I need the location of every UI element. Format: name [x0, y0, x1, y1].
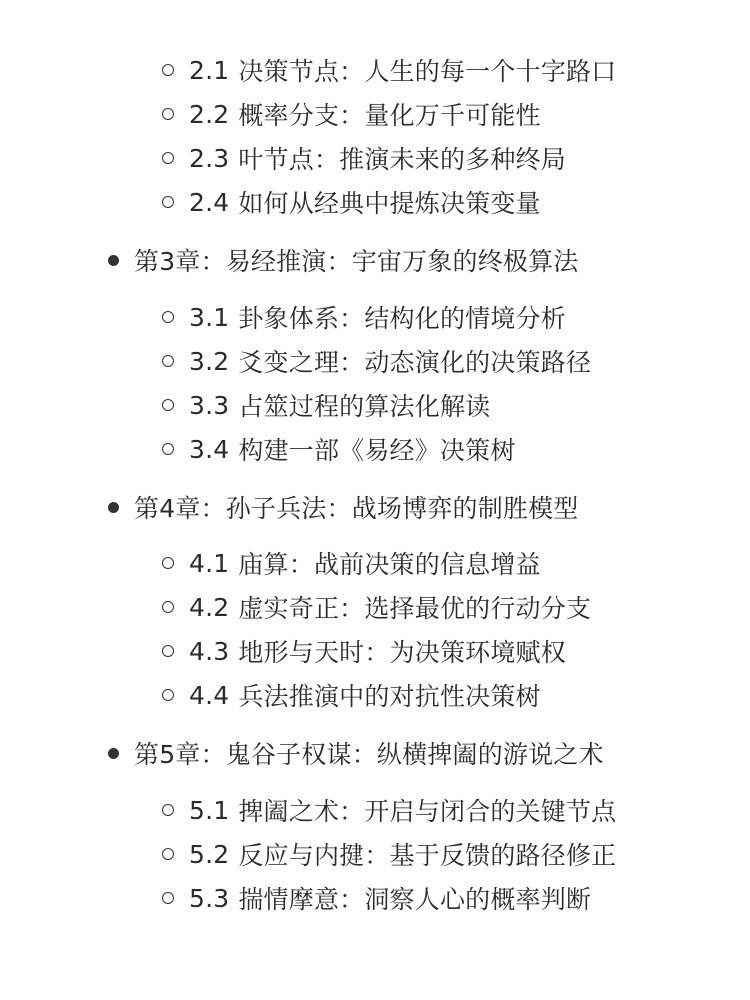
subitem-title: 反应与内揵：基于反馈的路径修正 [238, 841, 617, 870]
toc-chapter [108, 487, 579, 527]
subitem-title: 决策节点：人生的每一个十字路口 [238, 57, 617, 86]
chapter-title: 第5章：鬼谷子权谋：纵横捭阖的游说之术 [134, 740, 604, 769]
subitem-number: 4.4 [189, 680, 230, 710]
subitem-number: 4.3 [189, 636, 230, 666]
subitem-number: 3.3 [189, 390, 230, 420]
toc-subitem [162, 50, 616, 90]
subitem-number: 4.2 [189, 592, 230, 622]
subitem-number: 2.1 [189, 55, 230, 85]
circle-bullet-icon [162, 689, 174, 701]
subitem-number: 4.1 [189, 548, 230, 578]
circle-bullet-icon [162, 848, 174, 860]
circle-bullet-icon [162, 804, 174, 816]
subitem-title: 如何从经典中提炼决策变量 [238, 189, 541, 218]
toc-subitem [162, 834, 616, 874]
toc-subitem [162, 341, 591, 381]
toc-subitem [162, 429, 516, 469]
chapter-title: 第4章：孙子兵法：战场博弈的制胜模型 [134, 494, 579, 523]
disc-bullet-icon [108, 748, 119, 759]
circle-bullet-icon [162, 196, 174, 208]
toc-subitem [162, 790, 616, 830]
subitem-number: 5.2 [189, 839, 230, 869]
toc-subitem [162, 543, 541, 583]
subitem-title: 构建一部《易经》决策树 [238, 436, 516, 465]
circle-bullet-icon [162, 443, 174, 455]
circle-bullet-icon [162, 311, 174, 323]
disc-bullet-icon [108, 502, 119, 513]
subitem-title: 揣情摩意：洞察人心的概率判断 [238, 885, 592, 914]
toc-subitem [162, 675, 541, 715]
subitem-number: 2.4 [189, 187, 230, 217]
toc-chapter [108, 733, 604, 773]
toc-subitem [162, 587, 591, 627]
subitem-number: 2.3 [189, 143, 230, 173]
circle-bullet-icon [162, 557, 174, 569]
circle-bullet-icon [162, 892, 174, 904]
circle-bullet-icon [162, 601, 174, 613]
toc-chapter [108, 240, 579, 280]
subitem-title: 地形与天时：为决策环境赋权 [238, 638, 566, 667]
subitem-number: 3.2 [189, 346, 230, 376]
toc-subitem [162, 385, 490, 425]
circle-bullet-icon [162, 645, 174, 657]
toc-subitem [162, 631, 566, 671]
circle-bullet-icon [162, 64, 174, 76]
subitem-title: 捭阖之术：开启与闭合的关键节点 [238, 797, 617, 826]
subitem-number: 3.1 [189, 302, 230, 332]
subitem-title: 虚实奇正：选择最优的行动分支 [238, 594, 592, 623]
circle-bullet-icon [162, 152, 174, 164]
subitem-number: 5.3 [189, 883, 230, 913]
subitem-title: 卦象体系：结构化的情境分析 [238, 304, 566, 333]
subitem-number: 3.4 [189, 434, 230, 464]
disc-bullet-icon [108, 255, 119, 266]
toc-subitem [162, 138, 566, 178]
chapter-title: 第3章：易经推演：宇宙万象的终极算法 [134, 247, 579, 276]
subitem-title: 占筮过程的算法化解读 [238, 392, 491, 421]
circle-bullet-icon [162, 399, 174, 411]
subitem-title: 爻变之理：动态演化的决策路径 [238, 348, 592, 377]
subitem-title: 庙算：战前决策的信息增益 [238, 550, 541, 579]
toc-subitem [162, 878, 591, 918]
subitem-title: 兵法推演中的对抗性决策树 [238, 682, 541, 711]
subitem-number: 2.2 [189, 99, 230, 129]
subitem-title: 概率分支：量化万千可能性 [238, 101, 541, 130]
toc-subitem [162, 297, 566, 337]
toc-subitem [162, 94, 541, 134]
circle-bullet-icon [162, 108, 174, 120]
subitem-number: 5.1 [189, 795, 230, 825]
toc-subitem [162, 182, 541, 222]
circle-bullet-icon [162, 355, 174, 367]
subitem-title: 叶节点：推演未来的多种终局 [238, 145, 566, 174]
